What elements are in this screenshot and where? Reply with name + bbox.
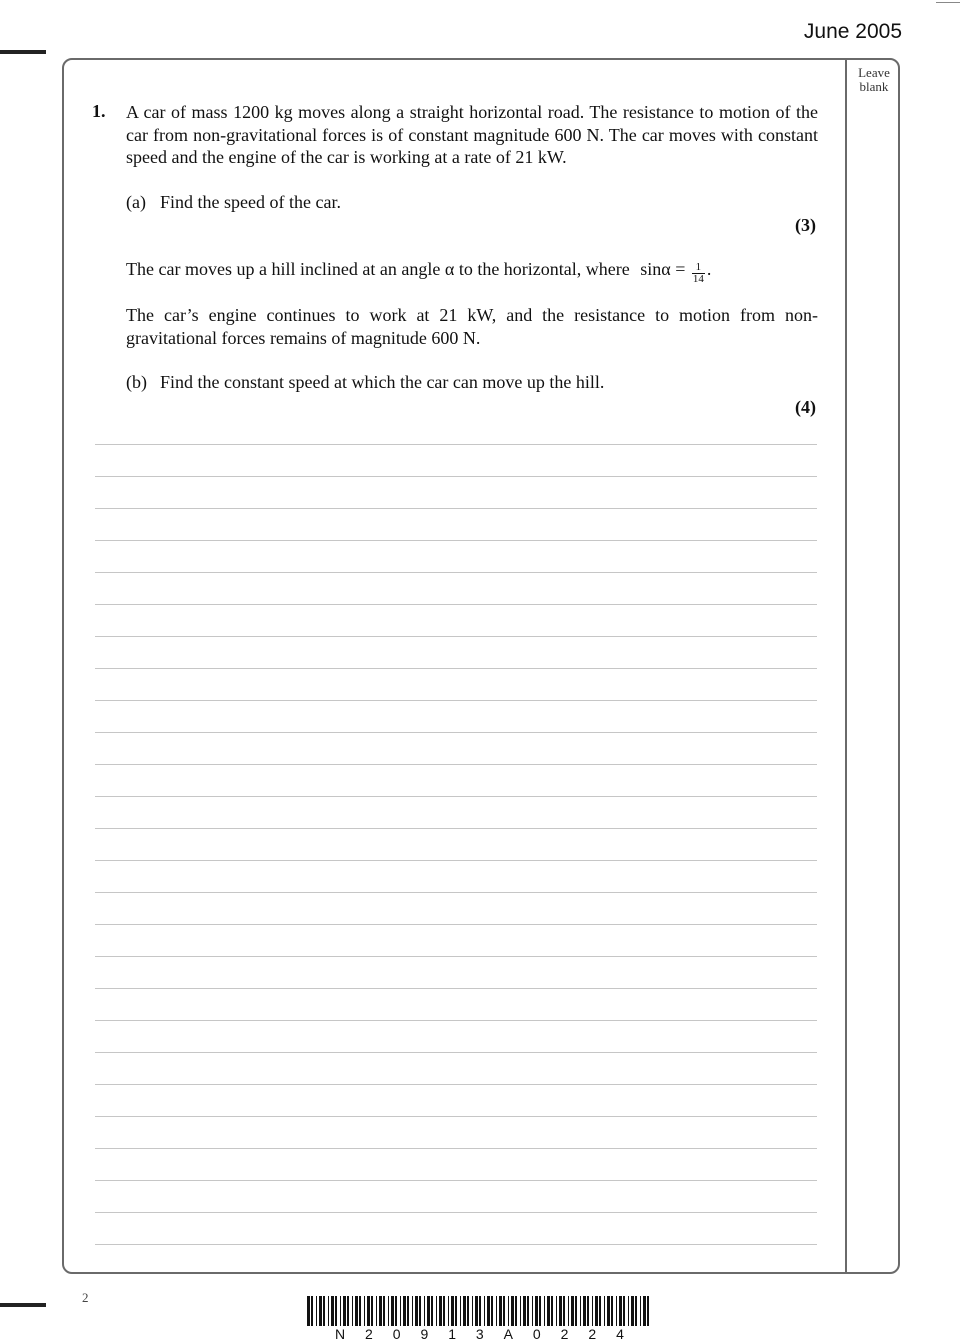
barcode-bar: [611, 1296, 613, 1326]
answer-line: [95, 444, 817, 476]
barcode-bar: [503, 1296, 505, 1326]
part-a-label: (a): [126, 192, 146, 212]
answer-line: [95, 956, 817, 988]
barcode-bar: [328, 1296, 329, 1326]
barcode-bar: [388, 1296, 389, 1326]
answer-line: [95, 1116, 817, 1148]
barcode-bar: [352, 1296, 353, 1326]
registration-mark-top-left: [0, 50, 46, 54]
leave-blank-line2: blank: [859, 79, 889, 94]
hill-statement: [126, 258, 711, 285]
answer-line: [95, 604, 817, 636]
barcode-bar: [412, 1296, 413, 1326]
leave-blank-line1: Leave: [858, 65, 890, 80]
barcode-bar: [491, 1296, 493, 1326]
barcode-bar: [427, 1296, 430, 1326]
barcode-bar: [640, 1296, 641, 1326]
barcode-bar: [544, 1296, 545, 1326]
barcode-bar: [467, 1296, 469, 1326]
barcode-digit: A: [503, 1326, 516, 1342]
barcode-bar: [487, 1296, 490, 1326]
barcode-bar: [523, 1296, 526, 1326]
barcode-bar: [623, 1296, 625, 1326]
barcode-bar: [475, 1296, 478, 1326]
barcode-bar: [515, 1296, 517, 1326]
barcode-digit: 9: [420, 1326, 432, 1342]
part-b-text: Find the constant speed at which the car can move up the hill.: [160, 372, 605, 392]
question-number: 1.: [92, 101, 106, 121]
answer-line: [95, 540, 817, 572]
barcode-bar: [575, 1296, 577, 1326]
barcode-bar: [631, 1296, 634, 1326]
barcode-bar: [343, 1296, 346, 1326]
barcode-bar: [499, 1296, 502, 1326]
barcode-bar: [472, 1296, 473, 1326]
answer-line: [95, 764, 817, 796]
barcode-bar: [647, 1296, 649, 1326]
barcode-bar: [443, 1296, 445, 1326]
answer-line: [95, 668, 817, 700]
engine-paragraph: The car’s engine continues to work at 21 kW, and the resistance to motion from non-gravitational forces remains of magnitude 600 N.: [126, 305, 818, 348]
page-number: 2: [82, 1290, 89, 1305]
barcode-bar: [439, 1296, 442, 1326]
answer-line: [95, 476, 817, 508]
hill-text: The car moves up a hill inclined at an angle α to the horizontal, where: [126, 259, 630, 279]
part-b: [126, 371, 604, 394]
answer-line: [95, 1052, 817, 1084]
barcode-bar: [592, 1296, 593, 1326]
barcode-bar: [563, 1296, 565, 1326]
barcode-bar: [367, 1296, 370, 1326]
registration-mark-top-right: [936, 2, 960, 3]
part-a-text: Find the speed of the car.: [160, 192, 341, 212]
part-b-marks: (4): [795, 397, 816, 417]
barcode-bar: [371, 1296, 373, 1326]
barcode-bar: [395, 1296, 397, 1326]
barcode-bar: [580, 1296, 581, 1326]
barcode-bar: [496, 1296, 497, 1326]
part-a: [126, 191, 341, 214]
barcode-bar: [604, 1296, 605, 1326]
barcode-bar: [331, 1296, 334, 1326]
barcode-bar: [643, 1296, 646, 1326]
barcode-bar: [455, 1296, 457, 1326]
barcode-bar: [403, 1296, 406, 1326]
barcode-bar: [628, 1296, 629, 1326]
question-intro: A car of mass 1200 kg moves along a straight horizontal road. The resistance to motion of the car from non-gravitational forces is of constant magnitude 600 N. The car moves with constant speed and the engine of the car is working at a rate of 21 kW.: [126, 102, 818, 167]
fraction-numerator: 1: [692, 262, 705, 274]
leave-blank-divider: [845, 60, 847, 1272]
answer-line: [95, 572, 817, 604]
barcode-bar: [419, 1296, 421, 1326]
answer-line: [95, 924, 817, 956]
barcode-bar: [436, 1296, 437, 1326]
barcode-bar: [568, 1296, 569, 1326]
answer-line: [95, 892, 817, 924]
barcode-bar: [431, 1296, 433, 1326]
barcode-digit: 4: [616, 1326, 627, 1342]
barcode-digit: N: [335, 1326, 349, 1342]
barcode-digit: 1: [448, 1326, 459, 1342]
barcode-bar: [535, 1296, 538, 1326]
barcode-bar: [323, 1296, 325, 1326]
answer-line: [95, 700, 817, 732]
barcode-bar: [619, 1296, 622, 1326]
barcode-digit: 2: [588, 1326, 600, 1342]
barcode-bar: [635, 1296, 637, 1326]
barcode-bar: [415, 1296, 418, 1326]
barcode-bar: [587, 1296, 589, 1326]
barcode-bar: [599, 1296, 601, 1326]
barcode-bar: [527, 1296, 529, 1326]
barcode-bar: [316, 1296, 317, 1326]
barcode-bar: [355, 1296, 358, 1326]
barcode-bar: [616, 1296, 617, 1326]
leave-blank-label: [848, 66, 900, 94]
barcode-digit: 3: [475, 1326, 487, 1342]
answer-line: [95, 1148, 817, 1180]
answer-line: [95, 860, 817, 892]
barcode-bar: [595, 1296, 598, 1326]
barcode-bar: [460, 1296, 461, 1326]
answer-line: [95, 508, 817, 540]
barcode-digits: [335, 1326, 627, 1342]
barcode-bar: [424, 1296, 425, 1326]
barcode-digit: 0: [392, 1326, 404, 1342]
barcode-bar: [547, 1296, 550, 1326]
answer-line: [95, 1180, 817, 1212]
barcode-digit: 2: [365, 1326, 376, 1342]
barcode: [307, 1296, 653, 1326]
barcode-bar: [520, 1296, 521, 1326]
answer-line: [95, 1020, 817, 1052]
barcode-bar: [319, 1296, 322, 1326]
barcode-bar: [448, 1296, 449, 1326]
barcode-bar: [383, 1296, 385, 1326]
barcode-bar: [347, 1296, 349, 1326]
barcode-bar: [556, 1296, 557, 1326]
barcode-bar: [532, 1296, 533, 1326]
answer-line: [95, 1084, 817, 1116]
exam-date: June 2005: [803, 20, 902, 43]
barcode-bar: [539, 1296, 541, 1326]
answer-line: [95, 732, 817, 764]
barcode-bar: [559, 1296, 562, 1326]
barcode-bar: [484, 1296, 485, 1326]
barcode-bar: [479, 1296, 481, 1326]
barcode-bar: [607, 1296, 610, 1326]
part-a-marks: (3): [795, 215, 816, 235]
barcode-bar: [400, 1296, 401, 1326]
barcode-bar: [359, 1296, 361, 1326]
fraction-denominator: 14: [692, 273, 704, 285]
barcode-bar: [376, 1296, 377, 1326]
barcode-bar: [335, 1296, 337, 1326]
barcode-bar: [364, 1296, 365, 1326]
answer-line: [95, 988, 817, 1020]
barcode-bar: [307, 1296, 310, 1326]
barcode-bar: [391, 1296, 394, 1326]
registration-mark-bottom-left: [0, 1303, 46, 1307]
barcode-bar: [571, 1296, 574, 1326]
hill-end: .: [706, 259, 712, 279]
barcode-bar: [583, 1296, 586, 1326]
barcode-bar: [511, 1296, 514, 1326]
barcode-bar: [451, 1296, 454, 1326]
part-b-label: (b): [126, 372, 147, 392]
barcode-bar: [379, 1296, 382, 1326]
barcode-bar: [463, 1296, 466, 1326]
barcode-bar: [551, 1296, 553, 1326]
barcode-bar: [340, 1296, 341, 1326]
answer-line: [95, 1244, 817, 1276]
fraction: [692, 262, 705, 285]
barcode-bar: [407, 1296, 409, 1326]
answer-line: [95, 636, 817, 668]
barcode-bar: [508, 1296, 509, 1326]
barcode-digit: 0: [532, 1326, 544, 1342]
barcode-digit: 2: [560, 1326, 572, 1342]
answer-line: [95, 796, 817, 828]
barcode-bar: [311, 1296, 313, 1326]
sin-equation: sinα =: [640, 259, 686, 279]
answer-line: [95, 828, 817, 860]
answer-lines: [95, 444, 817, 1276]
answer-line: [95, 1212, 817, 1244]
